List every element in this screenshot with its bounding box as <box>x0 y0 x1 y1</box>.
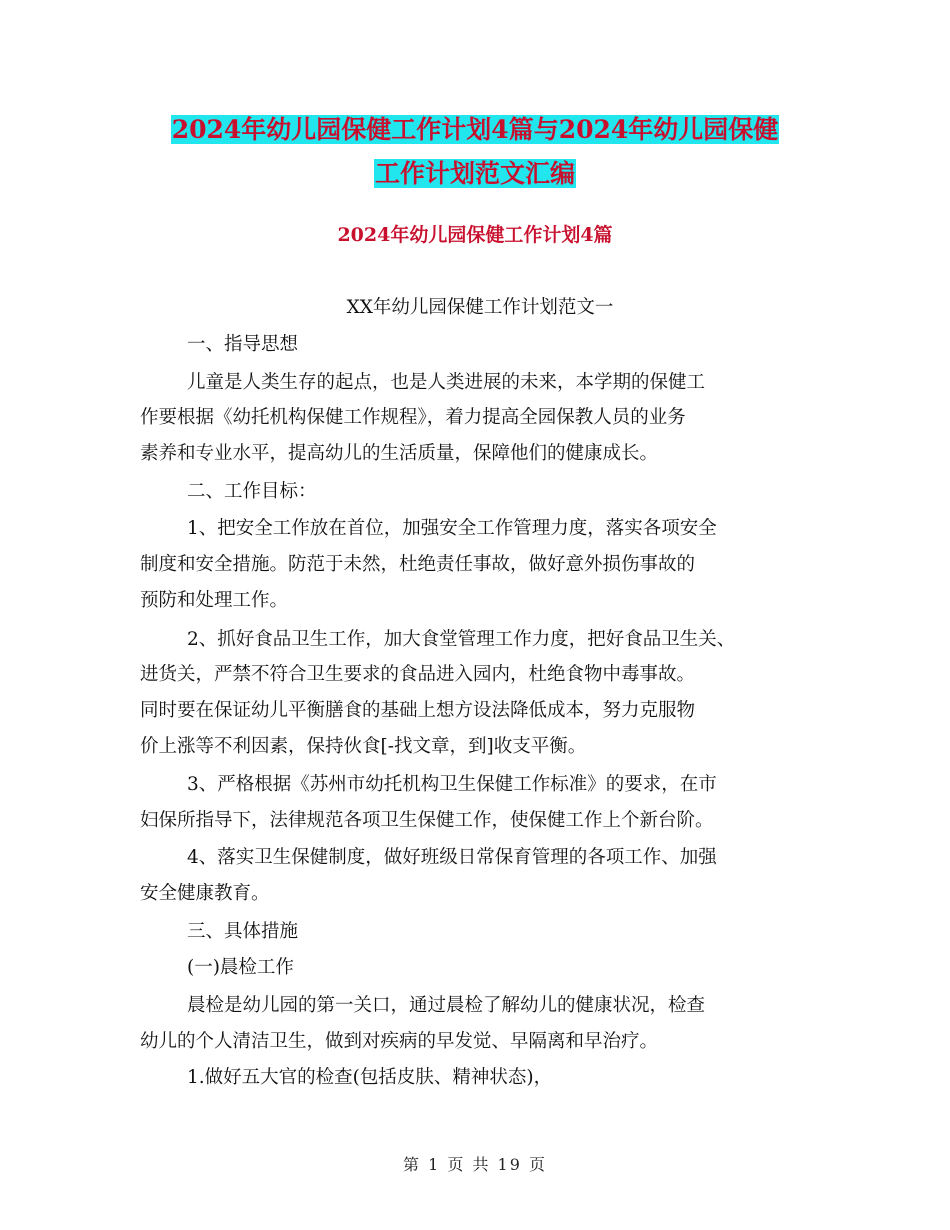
document-title-line-1: 2024年幼儿园保健工作计划4篇与2024年幼儿园保健 <box>171 115 779 144</box>
heading-line: 一、指导思想 <box>187 334 299 355</box>
paragraph-line: 妇保所指导下，法律规范各项卫生保健工作，使保健工作上个新台阶。 <box>140 810 714 831</box>
paragraph-line: 1.做好五大官的检查(包括皮肤、精神状态)， <box>187 1067 553 1088</box>
paragraph-line: 3、严格根据《苏州市幼托机构卫生保健工作标准》的要求，在市 <box>187 774 717 795</box>
paragraph-line: 价上涨等不利因素，保持伙食[-找文章，到]收支平衡。 <box>140 736 587 757</box>
paragraph-line: 幼儿的个人清洁卫生，做到对疾病的早发觉、早隔离和早治疗。 <box>140 1031 659 1052</box>
heading-line: 二、工作目标： <box>187 481 317 502</box>
section-title: 2024年幼儿园保健工作计划4篇 <box>337 224 613 246</box>
paragraph-line: 安全健康教育。 <box>140 883 270 904</box>
paragraph-line: 晨检是幼儿园的第一关口，通过晨检了解幼儿的健康状况，检查 <box>187 995 706 1016</box>
document-title <box>140 108 810 196</box>
heading-line: 三、具体措施 <box>187 921 299 942</box>
page-number-footer: 第 1 页 共 19 页 <box>403 1155 547 1174</box>
paragraph-line: 4、落实卫生保健制度，做好班级日常保育管理的各项工作、加强 <box>187 847 717 868</box>
paragraph-line: 作要根据《幼托机构保健工作规程》，着力提高全园保教人员的业务 <box>140 407 686 428</box>
document-title-line-2: 工作计划范文汇编 <box>374 159 575 188</box>
paragraph-line: 1、把安全工作放在首位，加强安全工作管理力度，落实各项安全 <box>187 518 717 539</box>
heading-line: (一)晨检工作 <box>187 957 294 978</box>
paragraph-line: 儿童是人类生存的起点，也是人类进展的未来，本学期的保健工 <box>187 372 706 393</box>
paragraph-line: 2、抓好食品卫生工作，加大食堂管理工作力度，把好食品卫生关、 <box>187 629 736 650</box>
paragraph-line: 同时要在保证幼儿平衡膳食的基础上想方设法降低成本，努力克服物 <box>140 700 696 721</box>
paragraph-line: 预防和处理工作。 <box>140 590 289 611</box>
paragraph-line: 进货关，严禁不符合卫生要求的食品进入园内，杜绝食物中毒事故。 <box>140 664 696 685</box>
paragraph-line: 素养和专业水平，提高幼儿的生活质量，保障他们的健康成长。 <box>140 443 659 464</box>
paragraph-line: 制度和安全措施。防范于未然，杜绝责任事故，做好意外损伤事故的 <box>140 554 696 575</box>
subtitle-line: XX年幼儿园保健工作计划范文一 <box>346 297 614 318</box>
